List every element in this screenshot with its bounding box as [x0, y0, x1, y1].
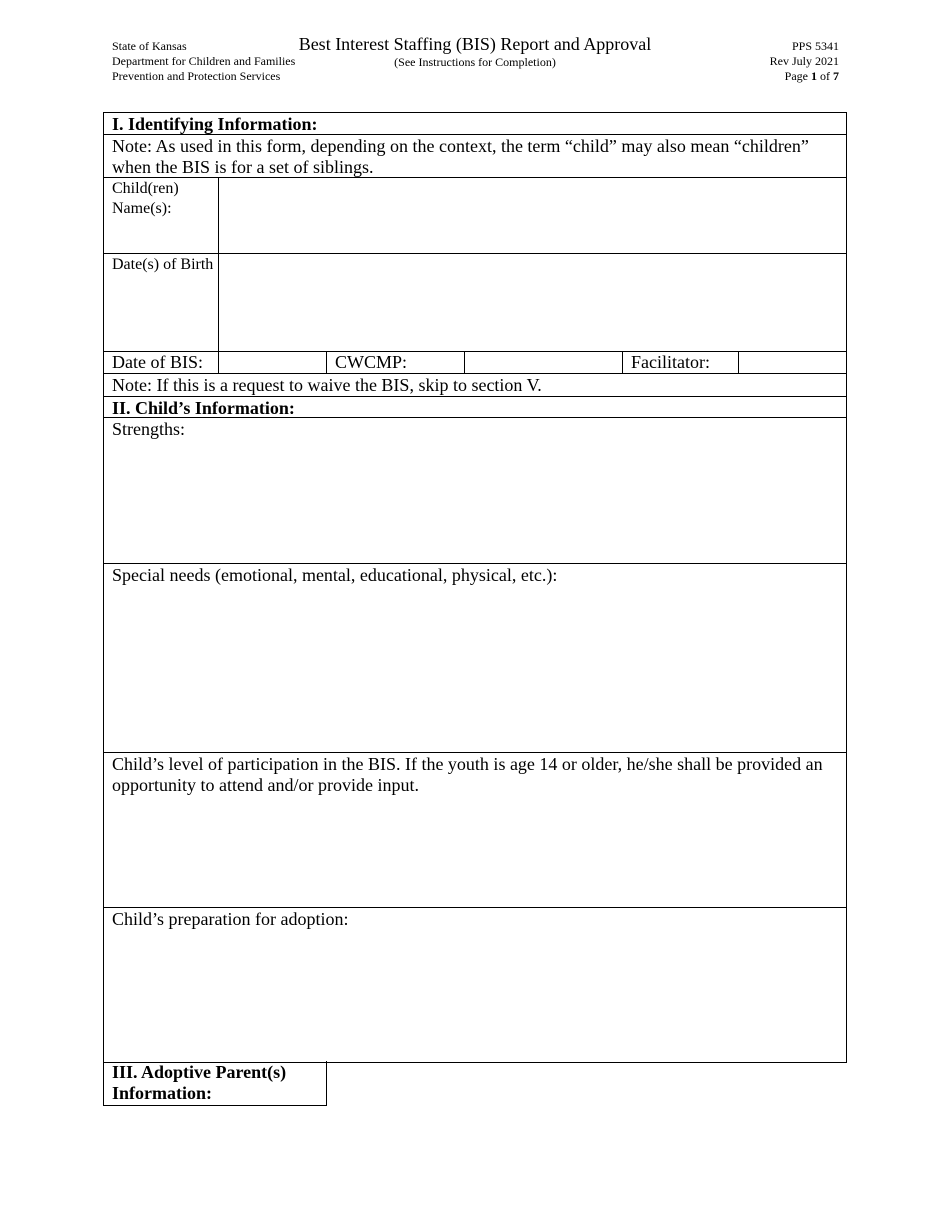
form-number: PPS 5341 [791, 39, 839, 53]
special-needs-field[interactable] [103, 564, 847, 753]
special-needs-label: Special needs (emotional, mental, educational, physical, etc.): [112, 565, 558, 585]
dob-field[interactable] [219, 254, 846, 351]
section2-heading: II. Child’s Information: [103, 397, 847, 418]
page-mid: of [817, 69, 833, 83]
page-current: 1 [811, 69, 817, 83]
page-prefix: Page [784, 69, 811, 83]
child-names-field[interactable] [219, 178, 846, 253]
participation-field[interactable] [103, 753, 847, 908]
strengths-field[interactable] [103, 418, 847, 564]
page-total: 7 [833, 69, 839, 83]
section1-heading: I. Identifying Information: [103, 112, 847, 135]
dob-label: Date(s) of Birth [104, 254, 219, 351]
form-subtitle: (See Instructions for Completion) [394, 55, 556, 69]
date-of-bis-label: Date of BIS: [104, 352, 219, 373]
bis-details-row [103, 352, 847, 374]
form-title: Best Interest Staffing (BIS) Report and Approval [298, 34, 652, 54]
agency-state: State of Kansas [112, 39, 187, 53]
form-title-block [275, 33, 675, 69]
dob-row [103, 254, 847, 352]
agency-block [112, 39, 295, 84]
form-revision: Rev July 2021 [769, 54, 839, 68]
form-meta-block [770, 39, 839, 84]
bis-form [103, 112, 847, 1063]
participation-label: Child’s level of participation in the BIS. If the youth is age 14 or older, he/she shall be provided an opportunity to attend and/or provide input. [112, 754, 823, 795]
agency-division: Prevention and Protection Services [112, 69, 281, 83]
waive-note: Note: If this is a request to waive the BIS, skip to section V. [103, 374, 847, 397]
sibling-note: Note: As used in this form, depending on the context, the term “child” may also mean “children” when the BIS is for a set of siblings. [103, 135, 847, 178]
strengths-label: Strengths: [112, 419, 186, 439]
facilitator-label: Facilitator: [623, 352, 739, 373]
cwcmp-field[interactable] [465, 352, 623, 373]
child-names-row [103, 178, 847, 254]
agency-department: Department for Children and Families [112, 54, 296, 68]
page-indicator [770, 69, 839, 84]
section3-heading: III. Adoptive Parent(s) Information: [103, 1061, 327, 1106]
adoption-preparation-label: Child’s preparation for adoption: [112, 909, 349, 929]
date-of-bis-field[interactable] [219, 352, 327, 373]
facilitator-field[interactable] [739, 352, 846, 373]
cwcmp-label: CWCMP: [327, 352, 465, 373]
child-names-label: Child(ren) Name(s): [104, 178, 219, 253]
adoption-preparation-field[interactable] [103, 908, 847, 1063]
